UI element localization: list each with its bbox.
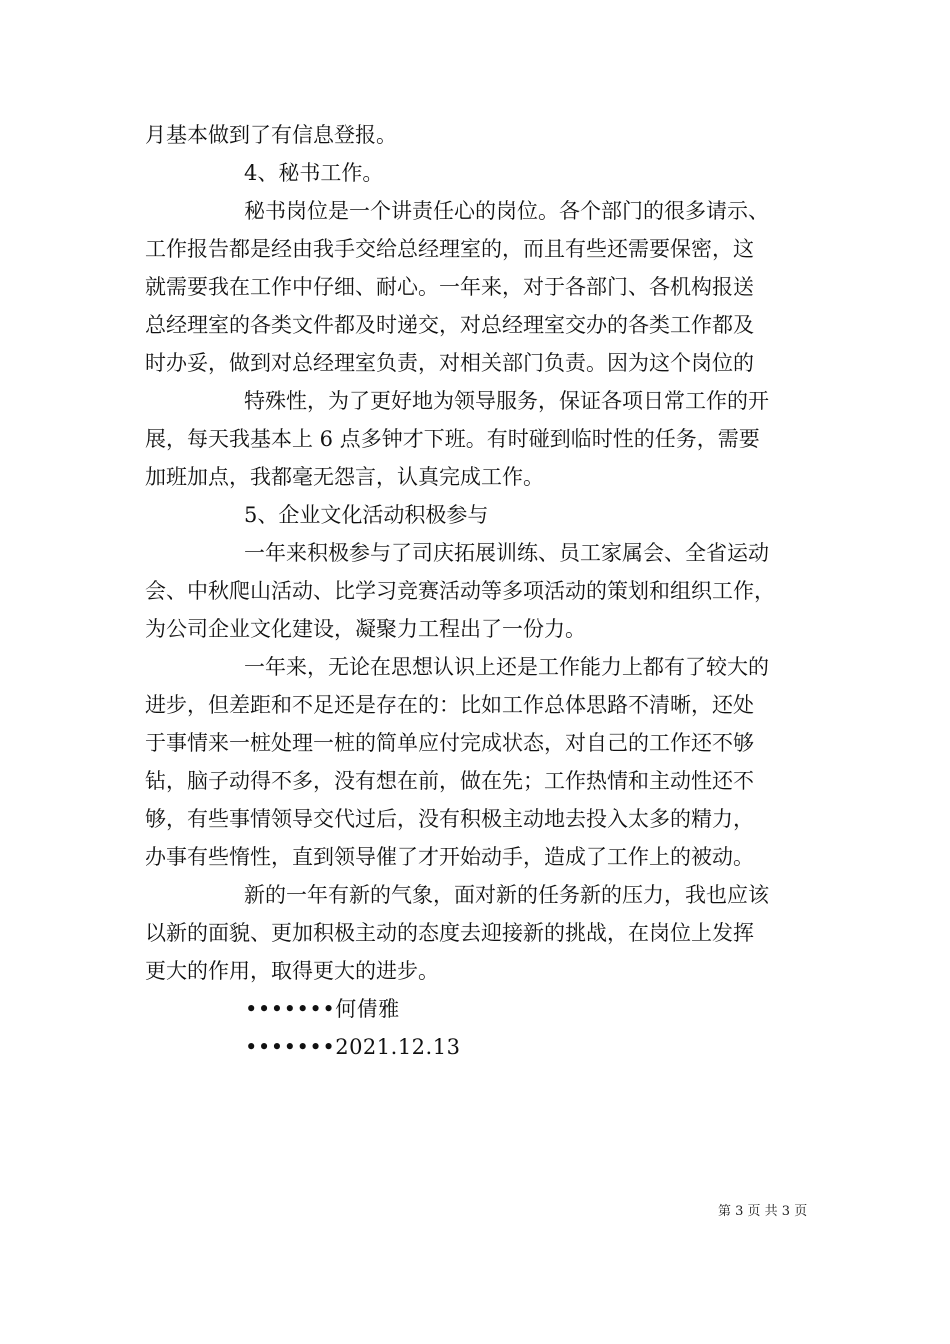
signature-name: •••••••何倩雅	[245, 997, 400, 1021]
page-number-footer: 第 3 页 共 3 页	[718, 1204, 808, 1219]
paragraph-line: 钻，脑子动得不多，没有想在前，做在先；工作热情和主动性还不	[145, 769, 754, 793]
paragraph-line: 展，每天我基本上 6 点多钟才下班。有时碰到临时性的任务，需要	[145, 427, 760, 451]
paragraph-line: 一年来积极参与了司庆拓展训练、员工家属会、全省运动	[244, 541, 769, 565]
paragraph-line: 一年来，无论在思想认识上还是工作能力上都有了较大的	[244, 655, 769, 679]
paragraph-line: 为公司企业文化建设，凝聚力工程出了一份力。	[145, 617, 586, 641]
paragraph-line: 特殊性，为了更好地为领导服务，保证各项日常工作的开	[244, 389, 769, 413]
section-heading-4: 4、秘书工作。	[244, 161, 384, 185]
paragraph-line: 总经理室的各类文件都及时递交，对总经理室交办的各类工作都及	[145, 313, 754, 337]
paragraph-line: 于事情来一桩处理一桩的简单应付完成状态，对自己的工作还不够	[145, 731, 754, 755]
paragraph-line: 办事有些惰性，直到领导催了才开始动手，造成了工作上的被动。	[145, 845, 754, 869]
paragraph-line: 会、中秋爬山活动、比学习竞赛活动等多项活动的策划和组织工作，	[145, 579, 775, 603]
signature-date: •••••••2021.12.13	[245, 1035, 461, 1059]
paragraph-line: 新的一年有新的气象，面对新的任务新的压力，我也应该	[244, 883, 769, 907]
paragraph-line: 工作报告都是经由我手交给总经理室的，而且有些还需要保密，这	[145, 237, 754, 261]
section-heading-5: 5、企业文化活动积极参与	[244, 503, 489, 527]
paragraph-line: 更大的作用，取得更大的进步。	[145, 959, 439, 983]
paragraph-line: 够，有些事情领导交代过后，没有积极主动地去投入太多的精力，	[145, 807, 754, 831]
paragraph-line: 加班加点，我都毫无怨言，认真完成工作。	[145, 465, 544, 489]
text-line: 月基本做到了有信息登报。	[145, 123, 397, 147]
paragraph-line: 就需要我在工作中仔细、耐心。一年来，对于各部门、各机构报送	[145, 275, 754, 299]
paragraph-line: 进步，但差距和不足还是存在的：比如工作总体思路不清晰，还处	[145, 693, 754, 717]
paragraph-line: 以新的面貌、更加积极主动的态度去迎接新的挑战，在岗位上发挥	[145, 921, 754, 945]
paragraph-line: 秘书岗位是一个讲责任心的岗位。各个部门的很多请示、	[244, 199, 769, 223]
paragraph-line: 时办妥，做到对总经理室负责，对相关部门负责。因为这个岗位的	[145, 351, 754, 375]
